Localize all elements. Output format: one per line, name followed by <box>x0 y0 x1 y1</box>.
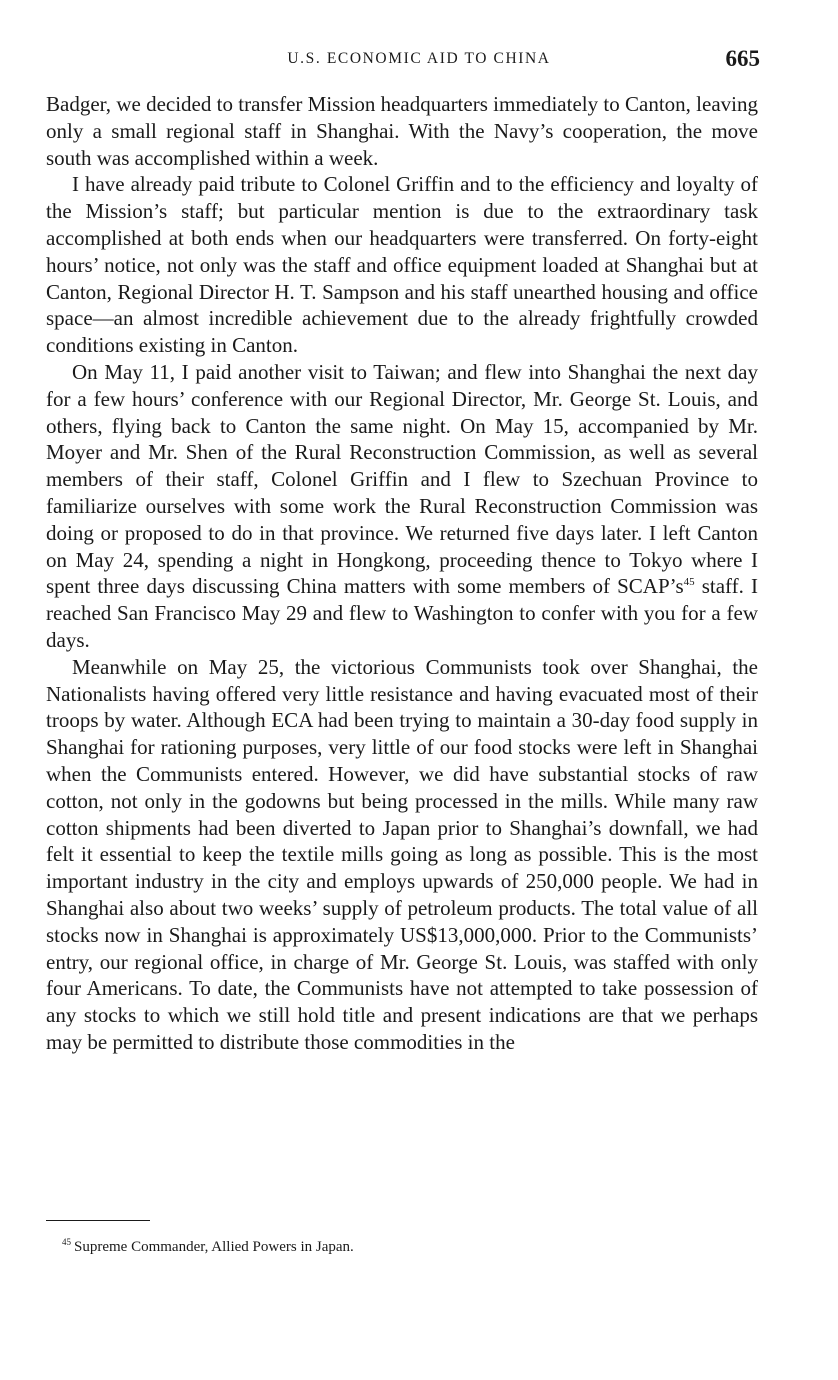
page-number: 665 <box>725 46 760 71</box>
running-head <box>0 46 838 76</box>
body-text <box>46 91 758 1056</box>
footnote <box>62 1237 752 1257</box>
running-title: U.S. ECONOMIC AID TO CHINA <box>287 50 551 67</box>
footnote-reference: 45 <box>683 576 695 589</box>
footnote-divider <box>46 1220 150 1221</box>
footnote-number: 45 <box>62 1237 71 1247</box>
travels-text-after-note: staff. I reached San Francisco May 29 and flew to Washington to confer with you for a few days. <box>46 574 758 652</box>
paragraph-travels <box>46 359 758 654</box>
footnote-text: Supreme Commander, Allied Powers in Japan. <box>74 1239 354 1255</box>
travels-text-before-note: On May 11, I paid another visit to Taiwan; and flew into Shanghai the next day for a few hours’ conference with our Regional Director, Mr. George St. Louis, and others, flying back to Canton the same night. On May 15, accompanied by Mr. Moyer and Mr. Shen of the Rural Reconstruction Commission, as well as several members of their staff, Colonel Griffin and I flew to Szechuan Province to familiarize ourselves with some work the Rural Reconstruction Commission was doing or proposed to do in that province. We returned five days later. I left Canton on May 24, spending a night in Hongkong, proceeding thence to Tokyo where I spent three days discussing China matters with some members of SCAP’s <box>46 359 758 599</box>
paragraph-continued: Badger, we decided to transfer Mission headquarters immediately to Canton, leaving only a small regional staff in Shanghai. With the Navy’s cooperation, the move south was accomplished within a week. <box>46 92 758 170</box>
paragraph-shanghai: Meanwhile on May 25, the victorious Communists took over Shanghai, the Nationalists having offered very little resistance and having evacuated most of their troops by water. Although ECA had been trying to maintain a 30-day food supply in Shanghai for rationing purposes, very little of our food stocks were left in Shanghai when the Communists entered. However, we did have substantial stocks of raw cotton, not only in the godowns but being processed in the mills. While many raw cotton shipments had been diverted to Japan prior to Shanghai’s downfall, we had felt it essential to keep the textile mills going as long as possible. This is the most important industry in the city and employs upwards of 250,000 people. We had in Shanghai also about two weeks’ supply of petroleum products. The total value of all stocks now in Shanghai is approximately US$13,000,000. Prior to the Communists’ entry, our regional office, in charge of Mr. George St. Louis, was staffed with only four Americans. To date, the Communists have not attempted to take possession of any stocks to which we still hold title and present indications are that we perhaps may be permitted to distribute those commodities in the <box>46 654 758 1054</box>
paragraph-tribute: I have already paid tribute to Colonel Griffin and to the efficiency and loyalty of the Mission’s staff; but particular mention is due to the extraordinary task accomplished at both ends when our headquarters were transferred. On forty-eight hours’ notice, not only was the staff and office equipment loaded at Shanghai but at Canton, Regional Director H. T. Sampson and his staff unearthed housing and office space—an almost incredible achievement due to the already frightfully crowded conditions existing in Canton. <box>46 172 758 358</box>
